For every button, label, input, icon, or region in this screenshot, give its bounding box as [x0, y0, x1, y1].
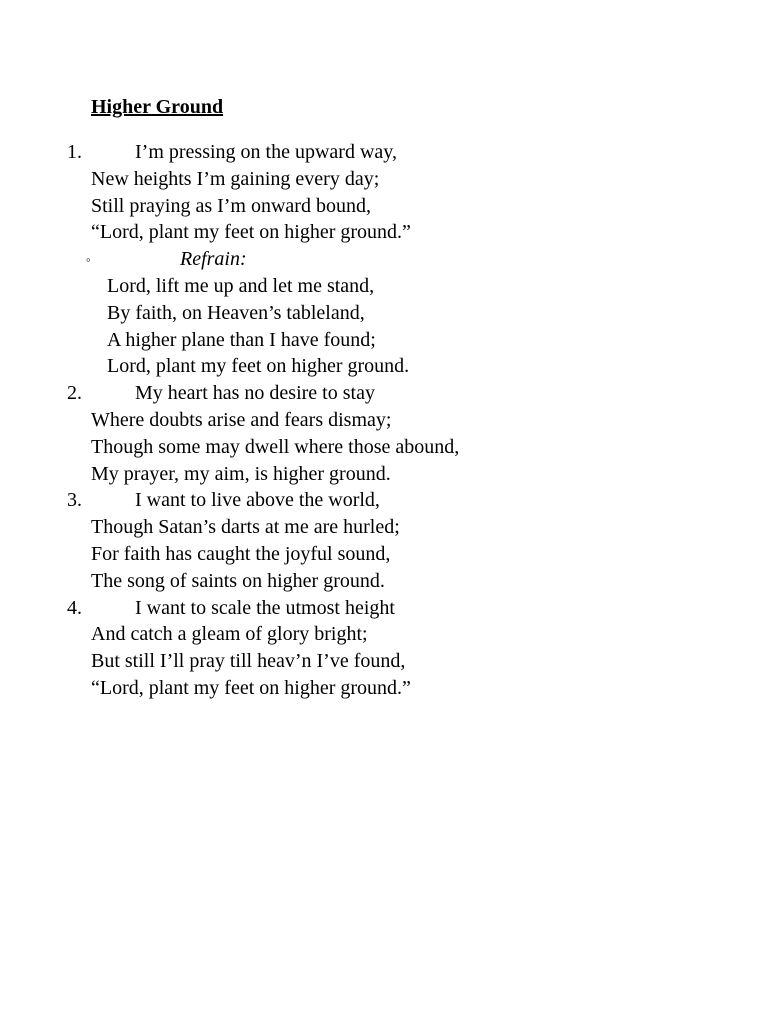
verse-2-line-3: [0, 434, 768, 461]
verse-line: For faith has caught the joyful sound,: [91, 542, 391, 565]
verse-1-line-3: [0, 193, 768, 220]
verse-4-line-1: [0, 595, 768, 622]
verse-line: New heights I’m gaining every day;: [91, 167, 380, 190]
verse-number: 4.: [67, 596, 82, 619]
verse-4-line-4: [0, 675, 768, 702]
verse-line: My heart has no desire to stay: [135, 382, 375, 405]
verse-3-line-2: [0, 514, 768, 541]
verse-number: 2.: [67, 382, 82, 405]
verse-2-line-1: [0, 380, 768, 407]
verse-3-line-3: [0, 541, 768, 568]
verse-2-line-4: [0, 461, 768, 488]
verse-line: Though Satan’s darts at me are hurled;: [91, 516, 400, 539]
verse-line: But still I’ll pray till heav’n I’ve found,: [91, 650, 406, 673]
verse-line: “Lord, plant my feet on higher ground.”: [91, 221, 411, 244]
refrain-label: Refrain:: [180, 248, 247, 271]
verse-line: I want to live above the world,: [135, 489, 380, 512]
verse-number: 1.: [67, 141, 82, 163]
verse-line: The song of saints on higher ground.: [91, 569, 385, 592]
refrain-line-4: [0, 353, 768, 380]
verse-1-line-1: [0, 139, 768, 166]
verse-line: Still praying as I’m onward bound,: [91, 194, 371, 217]
bullet-icon: ◦: [86, 252, 91, 268]
verse-4-line-3: [0, 648, 768, 675]
verse-line: I’m pressing on the upward way,: [135, 141, 397, 163]
verse-line: “Lord, plant my feet on higher ground.”: [91, 676, 411, 699]
verse-1-line-2: [0, 166, 768, 193]
refrain-line: By faith, on Heaven’s tableland,: [107, 301, 365, 324]
refrain-line-2: [0, 300, 768, 327]
verse-4-line-2: [0, 621, 768, 648]
verse-line: Where doubts arise and fears dismay;: [91, 408, 392, 431]
verse-1-line-4: [0, 219, 768, 246]
verse-3-line-4: [0, 568, 768, 595]
verse-number: 3.: [67, 489, 82, 512]
verse-line: My prayer, my aim, is higher ground.: [91, 462, 391, 485]
hymn-title: Higher Ground: [91, 96, 224, 118]
refrain-heading: [0, 246, 768, 273]
verse-line: I want to scale the utmost height: [135, 596, 395, 619]
refrain-line-3: [0, 327, 768, 354]
refrain-line: Lord, lift me up and let me stand,: [107, 274, 375, 297]
hymn-body: [0, 139, 768, 702]
verse-line: And catch a gleam of glory bright;: [91, 623, 368, 646]
refrain-line: Lord, plant my feet on higher ground.: [107, 355, 410, 378]
verse-2-line-2: [0, 407, 768, 434]
refrain-line: A higher plane than I have found;: [107, 328, 376, 351]
verse-line: Though some may dwell where those abound,: [91, 435, 460, 458]
refrain-line-1: [0, 273, 768, 300]
verse-3-line-1: [0, 487, 768, 514]
